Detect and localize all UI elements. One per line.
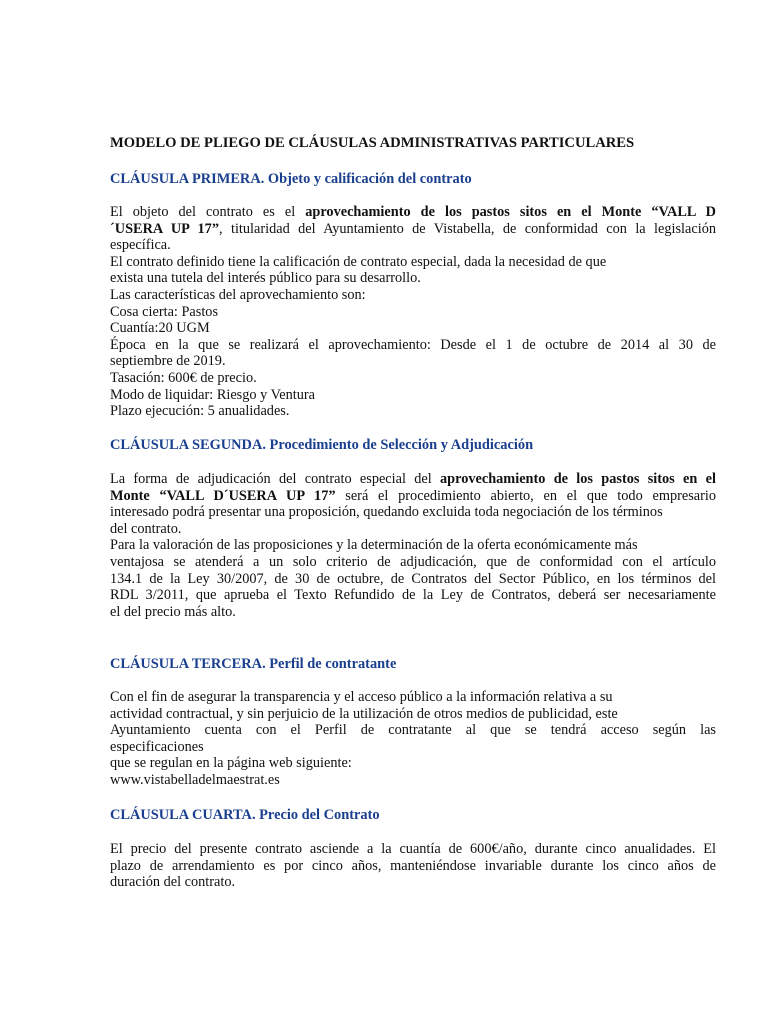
clause-1-line-6: Las características del aprovechamiento son: bbox=[110, 286, 366, 303]
clause-1-line-12: Modo de liquidar: Riesgo y Ventura bbox=[110, 386, 316, 403]
clause-4-line-3: duración del contrato. bbox=[110, 874, 236, 891]
clause-2-line-2: Monte “VALL D´USERA UP 17” será el procedimiento abierto, en el que todo empresario bbox=[110, 487, 716, 504]
clause-3-line-2: actividad contractual, y sin perjuicio de la utilización de otros medios de publicidad, este bbox=[110, 705, 618, 722]
clause-2-line-6: ventajosa se atenderá a un solo criterio de adjudicación, que de conformidad con el artículo bbox=[110, 553, 716, 570]
clause-2-line-7: 134.1 de la Ley 30/2007, de 30 de octubre, de Contratos del Sector Público, en los términos del bbox=[110, 570, 716, 587]
clause-4-line-1: El precio del presente contrato asciende a la cuantía de 600€/año, durante cinco anualidades. El bbox=[110, 841, 716, 857]
clause-1-heading: CLÁUSULA PRIMERA. Objeto y calificación del contrato bbox=[110, 171, 472, 187]
document-title: MODELO DE PLIEGO DE CLÁUSULAS ADMINISTRATIVAS PARTICULARES bbox=[110, 135, 635, 151]
clause-2-line-1: La forma de adjudicación del contrato especial del aprovechamiento de los pastos sitos en el bbox=[110, 471, 716, 487]
clause-2-line-8: RDL 3/2011, que aprueba el Texto Refundido de la Ley de Contratos, deberá ser necesariamente bbox=[110, 587, 716, 604]
clause-1-line-13: Plazo ejecución: 5 anualidades. bbox=[110, 403, 290, 420]
clause-3-line-1: Con el fin de asegurar la transparencia y el acceso público a la información relativa a su bbox=[110, 689, 613, 705]
clause-3-line-3: Ayuntamiento cuenta con el Perfil de contratante al que se tendrá acceso según las bbox=[110, 722, 716, 739]
clause-2-heading: CLÁUSULA SEGUNDA. Procedimiento de Selección y Adjudicación bbox=[110, 437, 534, 453]
clause-1-line-4: El contrato definido tiene la calificación de contrato especial, dada la necesidad de que bbox=[110, 253, 607, 270]
clause-3-heading: CLÁUSULA TERCERA. Perfil de contratante bbox=[110, 656, 397, 672]
clause-1-line-10: septiembre de 2019. bbox=[110, 353, 226, 370]
clause-2-body bbox=[110, 471, 716, 620]
clause-1-line-2: ´USERA UP 17”, titularidad del Ayuntamiento de Vistabella, de conformidad con la legislación bbox=[110, 220, 716, 237]
clause-2-line-9: el del precio más alto. bbox=[110, 603, 236, 620]
clause-2-line-5: Para la valoración de las proposiciones y la determinación de la oferta económicamente más bbox=[110, 537, 638, 554]
clause-1-line-9: Época en la que se realizará el aprovechamiento: Desde el 1 de octubre de 2014 al 30 de bbox=[110, 336, 716, 353]
clause-3-line-4: especificaciones bbox=[110, 738, 204, 755]
clause-1-line-11: Tasación: 600€ de precio. bbox=[110, 369, 257, 386]
clause-3-body bbox=[110, 689, 716, 789]
clause-1-line-1: El objeto del contrato es el aprovechamiento de los pastos sitos en el Monte “VALL D bbox=[110, 204, 716, 220]
clause-1-line-3: específica. bbox=[110, 237, 171, 254]
clause-4-body bbox=[110, 841, 716, 891]
clause-1-line-5: exista una tutela del interés público para su desarrollo. bbox=[110, 270, 421, 287]
clause-2-line-3: interesado podrá presentar una proposición, quedando excluida toda negociación de los términos bbox=[110, 504, 663, 521]
clause-4-heading: CLÁUSULA CUARTA. Precio del Contrato bbox=[110, 807, 380, 823]
clause-4-line-2: plazo de arrendamiento es por cinco años, manteniéndose invariable durante los cinco años de bbox=[110, 857, 716, 874]
clause-3-line-5: que se regulan en la página web siguiente: bbox=[110, 755, 352, 772]
clause-1-body bbox=[110, 204, 716, 420]
clause-2-line-4: del contrato. bbox=[110, 520, 182, 537]
website-link[interactable]: www.vistabelladelmaestrat.es bbox=[110, 771, 280, 788]
clause-1-line-7: Cosa cierta: Pastos bbox=[110, 303, 219, 320]
clause-1-line-8: Cuantía:20 UGM bbox=[110, 320, 210, 337]
